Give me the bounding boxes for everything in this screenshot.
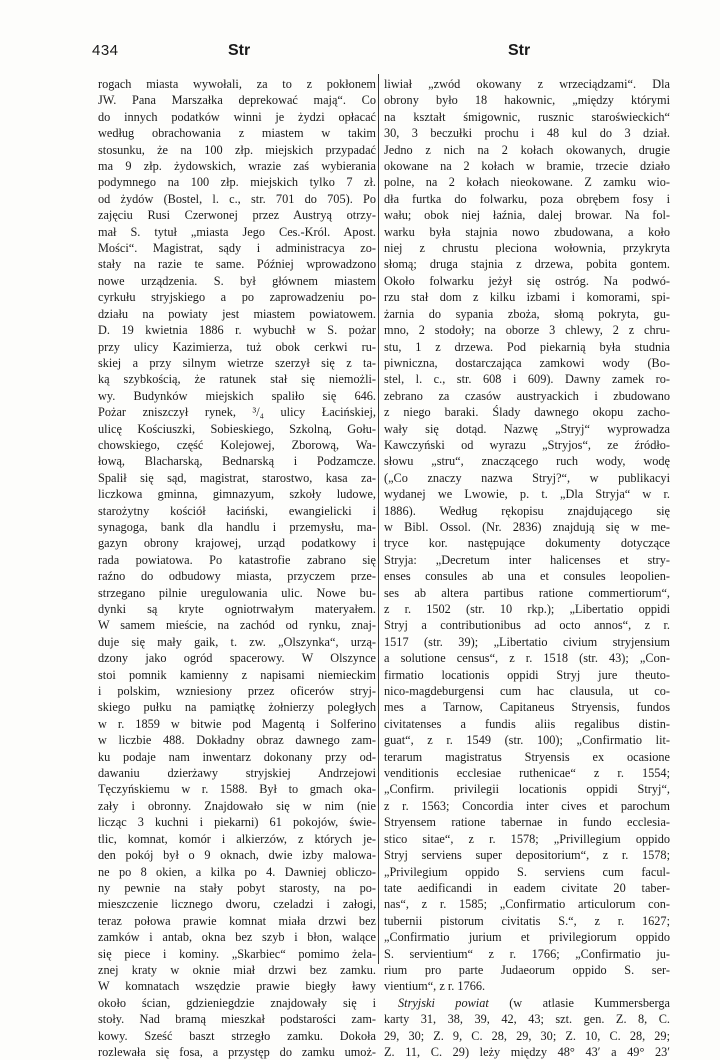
text-line: wały się dotąd. Nazwę „Stryj“ wyprowadza: [384, 421, 670, 436]
text-line: rogach miasta wywołali, za to z pokłonem: [98, 77, 376, 91]
text-line: wy. Budynków miejskich spaliło się 646.: [98, 388, 376, 403]
text-line: mes a Tarnow, Capitaneus Stryensis, fundos: [384, 700, 670, 715]
text-line: terarum magistratus Stryensis ex ocasione: [384, 749, 670, 764]
text-line: duje się mały gaik, t. zw. „Olszynka“, urzą-: [98, 634, 376, 649]
text-line: mieszczenie licznego dworu, czeladzi i załogi,: [98, 897, 376, 912]
text-line: mał S. tytuł „miasta Jego Ces.-Król. Apost.: [98, 224, 376, 239]
text-line: dzony jako ogród spacerowy. W Olszynce: [98, 651, 376, 666]
text-line: z r. 1502 (str. 10 rkp.); „Libertatio oppidi: [384, 602, 670, 616]
text-line: mno, 2 stodoły; na oborze 3 chlewy, 2 z chru-: [384, 323, 670, 338]
text-line: licząc 3 kuchni i piekarni) 61 pokojów, świe-: [98, 815, 376, 830]
text-line: rium pro parte Judaeorum oppido S. ser-: [384, 962, 670, 977]
column-divider: [378, 74, 379, 964]
running-head: [92, 42, 688, 62]
text-line: JW. Pana Marszałka deprekować mają“. Co: [98, 93, 376, 108]
text-line: w liczbie 488. Dokładny obraz dawnego zam-: [98, 733, 376, 748]
text-line: z niego baraki. Ślady dawnego okopu zacho-: [384, 405, 670, 420]
right-column: [384, 76, 670, 1060]
text-line: i polskim, wzniesiony przez oficerów stryj-: [98, 684, 376, 699]
text-line: Stryj serviens super depositorium“, z r. 1578;: [384, 848, 670, 863]
text-line: znej kraty w oknie miał drzwi bez zamku.: [98, 962, 376, 977]
text-line: vientium“, z r. 1766.: [384, 979, 486, 994]
text-line: nowe urządzenia. S. był głównem miastem: [98, 273, 376, 288]
text-line: piwniczna, dostarczająca zamkowi wody (Bo-: [384, 355, 670, 370]
text-line: obrony było 18 hakownic, „między którymi: [384, 93, 670, 108]
text-line: zebrano za czasów austryackich i zbudowano: [384, 388, 670, 403]
text-line: Około folwarku jeżył się ostróg. Na podwó-: [384, 273, 670, 288]
text-line: zamków i antab, okna bez szyb i błon, walące: [98, 930, 376, 945]
text-line: stu, 1 z drzewa. Pod piekarnią była studnia: [384, 339, 670, 354]
text-line: dawaniu dzierżawy stryjskiej Andrzejowi: [98, 766, 376, 781]
text-line: W samem mieście, na zachód od rynku, znaj-: [98, 618, 376, 633]
text-line: niej z chrustu pleciona wołownia, przykryta: [384, 241, 670, 256]
text-line: D. 19 kwietnia 1886 r. wybuchł w S. pożar: [98, 323, 376, 338]
text-line: Stryensem ratione tabernae in fundo ecclesia-: [384, 815, 670, 830]
text-line: stico sitae“, z r. 1578; „Privillegium oppido: [384, 831, 670, 846]
text-line: ses ab altera partibus ratione commertiorum“,: [384, 585, 670, 600]
text-line: civitatenses a fundis aliis regalibus distin-: [384, 716, 670, 731]
text-line: liwiał „zwód okowany z wrzeciądzami“. Dla: [384, 77, 670, 91]
catchword-left: Str: [228, 42, 251, 59]
text-line: chowskiego, część Kolejowej, Zborową, Wa-: [98, 437, 376, 452]
text-line: nico-magdeburgensi cum hac clausula, ut co-: [384, 684, 670, 699]
text-line: W komnatach wszędzie prawie biegły ławy: [98, 979, 376, 994]
text-line: nas“, z r. 1585; „Confirmatio articulorum con-: [384, 897, 670, 912]
text-line: venditionis ecclesiae ruthenicae“ z r. 1554;: [384, 766, 670, 781]
text-line: 29, 30; Z. 9, C. 28, 29, 30; Z. 10, C. 28, 29;: [384, 1028, 670, 1043]
text-line: skiej a przy silnym wietrze szerzył się z ta-: [98, 355, 376, 370]
text-line: rozlewała się fosa, a przystęp do zamku umoż-: [98, 1044, 376, 1059]
text-line: okowane na 2 kołach w bramie, trzecie działo: [384, 159, 670, 174]
text-line: firmatio locationis oppidi Stryj jure theuto-: [384, 667, 670, 682]
text-line: polne, na 2 kołach nieokowane. Z zamku wio-: [384, 175, 670, 190]
text-line: S. servientium“ z r. 1766; „Confirmatio ju-: [384, 946, 670, 961]
text-line: wydanej we Lwowie, p. t. „Dla Stryja“ w r.: [384, 487, 670, 502]
catchword-right: Str: [508, 42, 531, 59]
text-line: Stryjski powiat (w atlasie Kummersberga: [398, 995, 670, 1010]
text-line: Spalił się sąd, magistrat, starostwo, kasa za-: [98, 470, 376, 485]
text-line: skiego pułku na pamiątkę żołnierzy poległych: [98, 700, 376, 715]
text-line: 1517 (str. 39); „Libertatio civium stryjensium: [384, 634, 670, 649]
text-line: karty 31, 38, 39, 42, 43; szt. gen. Z. 8, C.: [384, 1012, 670, 1027]
text-line: guat“, z r. 1549 (str. 100); „Confirmatio lit-: [384, 733, 670, 748]
text-line: od żydów (Bostel, l. c., str. 701 do 705). Po: [98, 191, 376, 206]
text-line: Tęczyńskiemu w r. 1588. Był to gmach oka-: [98, 782, 376, 797]
text-line: stoi pomnik kamienny z napisami niemieckim: [98, 667, 376, 682]
text-line: Stryja: „Decretum inter halicenses et stry-: [384, 552, 670, 567]
text-line: tate aedificandi in eadem civitate 20 taber-: [384, 880, 670, 895]
page-number: 434: [92, 42, 119, 59]
text-line: zajęciu Rusi Czerwonej przez Austryą otrzy-: [98, 208, 376, 223]
left-column: [98, 76, 376, 1060]
text-line: tlic, komnat, komór i alkierzów, z których je-: [98, 831, 376, 846]
text-line: według obrachowania z miastem w takim: [98, 126, 376, 141]
text-line: ku podaje nam inwentarz dokonany przy od-: [98, 749, 376, 764]
text-line: łową, Blacharską, Bednarską i Podzamcze.: [98, 454, 376, 469]
text-line: starożytny kościół łaciński, ewangielicki i: [98, 503, 376, 518]
text-line: strzegano pilnie uregulowania ulic. Nowe bu-: [98, 585, 376, 600]
text-line: żarnia do sypania zboża, słomą pokryta, gu-: [384, 306, 670, 321]
text-line: Mości“. Magistrat, sądy i administracya zo-: [98, 241, 376, 256]
text-line: Jedno z nich na 2 kołach okowanych, drugie: [384, 142, 670, 157]
text-line: przy ulicy Kazimierza, tuż obok cerkwi ru-: [98, 339, 376, 354]
text-line: ny pewnie na stały pobyt starosty, na po-: [98, 880, 376, 895]
text-line: Stryj a contributionibus ad octo annos“, z r.: [384, 618, 670, 633]
text-line: z r. 1563; Concordia inter cives et parochum: [384, 798, 670, 813]
text-line: („Co znaczy nazwa Stryj?“, w publikacyi: [384, 470, 670, 485]
text-line: gazyn obrony krajowej, urząd podatkowy i: [98, 536, 376, 551]
text-line: den pokój był o 9 oknach, dwie izby malowa-: [98, 848, 376, 863]
text-line: kowy. Sześć baszt strzegło zamku. Dokoła: [98, 1028, 376, 1043]
text-line: ne po 8 okien, a kilka po 4. Dawniej obliczo-: [98, 864, 376, 879]
text-line: 30, 3 beczułki prochu i 48 kul do 3 dział.: [384, 126, 670, 141]
text-line: się piece i kominy. „Skarbiec“ pomimo żela-: [98, 946, 376, 961]
text-line: rada powiatowa. Po katastrofie zabrano się: [98, 552, 376, 567]
text-line: stel, l. c., str. 608 i 609). Dawny zamek ro-: [384, 372, 670, 387]
text-line: warku była stajnia nowo zbudowana, a koło: [384, 224, 670, 239]
text-line: zały i obronny. Znajdowało się w nim (nie: [98, 798, 376, 813]
text-line: wału; obok niej łaźnia, dalej browar. Na fol-: [384, 208, 670, 223]
text-line: w Bibl. Ossol. (Nr. 2836) znajdują się w me-: [384, 519, 670, 534]
text-line: synagoga, bank dla handlu i przemysłu, ma-: [98, 519, 376, 534]
text-line: podymnego na 100 złp. miejskich tylko 7 zł.: [98, 175, 376, 190]
text-line: „Privilegium oppido S. serviens cum facul-: [384, 864, 670, 879]
text-line: ulicę Kościuszki, Sobieskiego, Szkolną, Gołu-: [98, 421, 376, 436]
text-line: tubernii pistorum civitatis S.“, z r. 1627;: [384, 913, 670, 928]
text-line: Pożar zniszczył rynek, ³/₄ ulicy Łacińskiej,: [98, 405, 376, 420]
text-line: cyrkułu stryjskiego a po zaprowadzeniu po-: [98, 290, 376, 305]
text-line: około ścian, gdzieniegdzie znajdowały się i: [98, 995, 376, 1010]
text-line: „Confirmatio jurium et privilegiorum oppido: [384, 930, 670, 945]
text-line: a solutione census“, z r. 1518 (str. 43); „Con-: [384, 651, 670, 666]
text-line: dynki są kryte ogniotrwałym materyałem.: [98, 602, 376, 616]
text-line: stoły. Nad bramą mieszkał podstarości zam-: [98, 1012, 376, 1027]
text-line: Z. 11, C. 29) leży między 48° 43′ a 49° 23′: [384, 1044, 670, 1059]
text-line: rzu stał dom z kilku izbami i komorami, spi-: [384, 290, 670, 305]
text-line: 1886). Według rękopisu znajdującego się: [384, 503, 670, 518]
text-line: Kawczyński od wyrazu „Stryjos“, ze źródło-: [384, 437, 670, 452]
text-line: tryce kor. następujące dokumenty dotyczące: [384, 536, 670, 551]
text-line: słowu „stru“, znaczącego ruch wody, wodę: [384, 454, 670, 469]
text-line: „Confirm. privilegii locationis oppidi Stryj“,: [384, 782, 670, 797]
text-line: teraz połowa prawie komnat miała drzwi bez: [98, 913, 376, 928]
text-line: do innych podatków winni je żydzi opłacać: [98, 109, 376, 124]
text-line: ką szybkością, że ratunek stał się niemożli-: [98, 372, 376, 387]
text-line: w r. 1859 w bitwie pod Magentą i Solferino: [98, 716, 376, 731]
text-line: stosunku, że na 100 złp. miejskich przypadać: [98, 142, 376, 157]
text-line: enses consules ab una et consules leopolien-: [384, 569, 670, 584]
text-line: liczkowa gminna, gimnazyum, szkoły ludowe,: [98, 487, 376, 502]
text-line: na kształt śmigownic, rusznic staroświeckich“: [384, 109, 670, 124]
text-line: stały na razie te same. Później wprowadzono: [98, 257, 376, 272]
text-line: raźno do odbudowy miasta, przyczem prze-: [98, 569, 376, 584]
text-line: słomą; druga stajnia z drzewa, pobita gontem.: [384, 257, 670, 272]
text-line: działu na powiaty jest miastem powiatowem.: [98, 306, 376, 321]
text-line: dła furtka do folwarku, poza obrębem fosy i: [384, 191, 670, 206]
text-line: ma 9 złp. żydowskich, wrazie zaś wybierania: [98, 159, 376, 174]
